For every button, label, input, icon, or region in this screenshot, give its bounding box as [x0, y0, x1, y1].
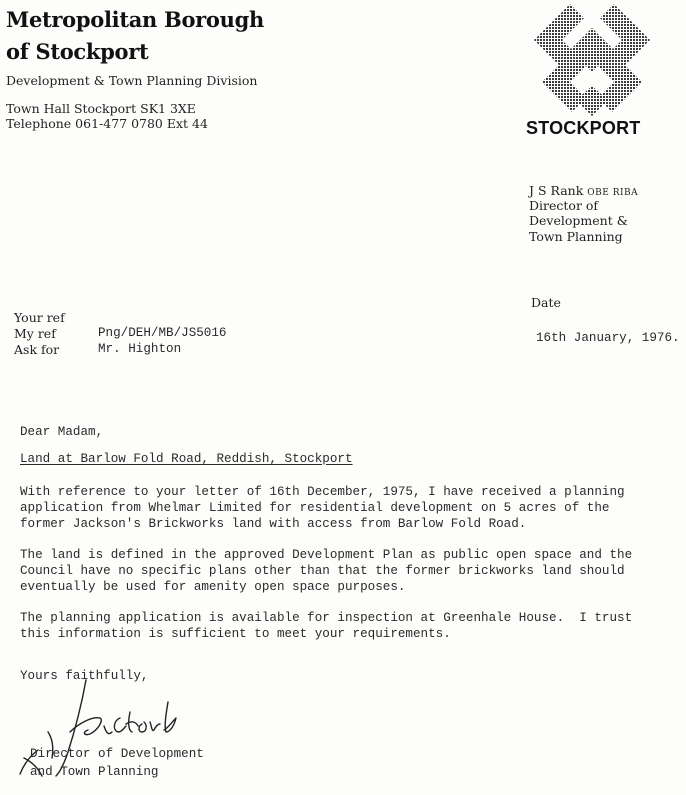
director-name: J S Rank [529, 183, 584, 198]
signatory-title-line1: Director of Development [30, 747, 204, 761]
division-name: Development & Town Planning Division [6, 73, 258, 88]
subject-line: Land at Barlow Fold Road, Reddish, Stockport [20, 452, 353, 466]
telephone: Telephone 061-477 0780 Ext 44 [6, 116, 208, 131]
my-ref-label: My ref [14, 326, 56, 341]
paragraph-1-line-1: With reference to your letter of 16th December, 1975, I have received a planning [20, 485, 625, 499]
director-title-line1: Director of [529, 198, 599, 213]
paragraph-3-line-1: The planning application is available for inspection at Greenhale House. I trust [20, 611, 633, 625]
paragraph-1-line-3: former Jackson's Brickworks land with access from Barlow Fold Road. [20, 517, 527, 531]
director-title-line3: Town Planning [529, 229, 623, 244]
org-name-line2: of Stockport [6, 39, 149, 64]
address: Town Hall Stockport SK1 3XE [6, 101, 196, 116]
stockport-logo [522, 0, 662, 145]
paragraph-2-line-2: Council have no specific plans other than that the former brickworks land should [20, 564, 625, 578]
ask-for-value: Mr. Highton [98, 342, 182, 356]
my-ref-value: Png/DEH/MB/JS5016 [98, 326, 227, 340]
ask-for-label: Ask for [14, 342, 60, 357]
stockport-chevron-logo-icon [522, 0, 662, 120]
org-name-line1: Metropolitan Borough [6, 7, 264, 32]
signatory-title-line2: and Town Planning [30, 765, 159, 779]
director-honours: OBE RIBA [587, 188, 639, 198]
closing: Yours faithfully, [20, 669, 149, 683]
paragraph-2-line-1: The land is defined in the approved Development Plan as public open space and the [20, 548, 633, 562]
salutation: Dear Madam, [20, 425, 104, 439]
date-label: Date [531, 295, 561, 310]
paragraph-3-line-2: this information is sufficient to meet your requirements. [20, 627, 451, 641]
date-value: 16th January, 1976. [536, 331, 680, 345]
director-title-line2: Development & [529, 213, 628, 228]
logo-wordmark: STOCKPORT [526, 118, 641, 138]
paragraph-2-line-3: eventually be used for amenity open space purposes. [20, 580, 406, 594]
paragraph-1-line-2: application from Whelmar Limited for residential development on 5 acres of the [20, 501, 610, 515]
your-ref-label: Your ref [14, 310, 65, 325]
